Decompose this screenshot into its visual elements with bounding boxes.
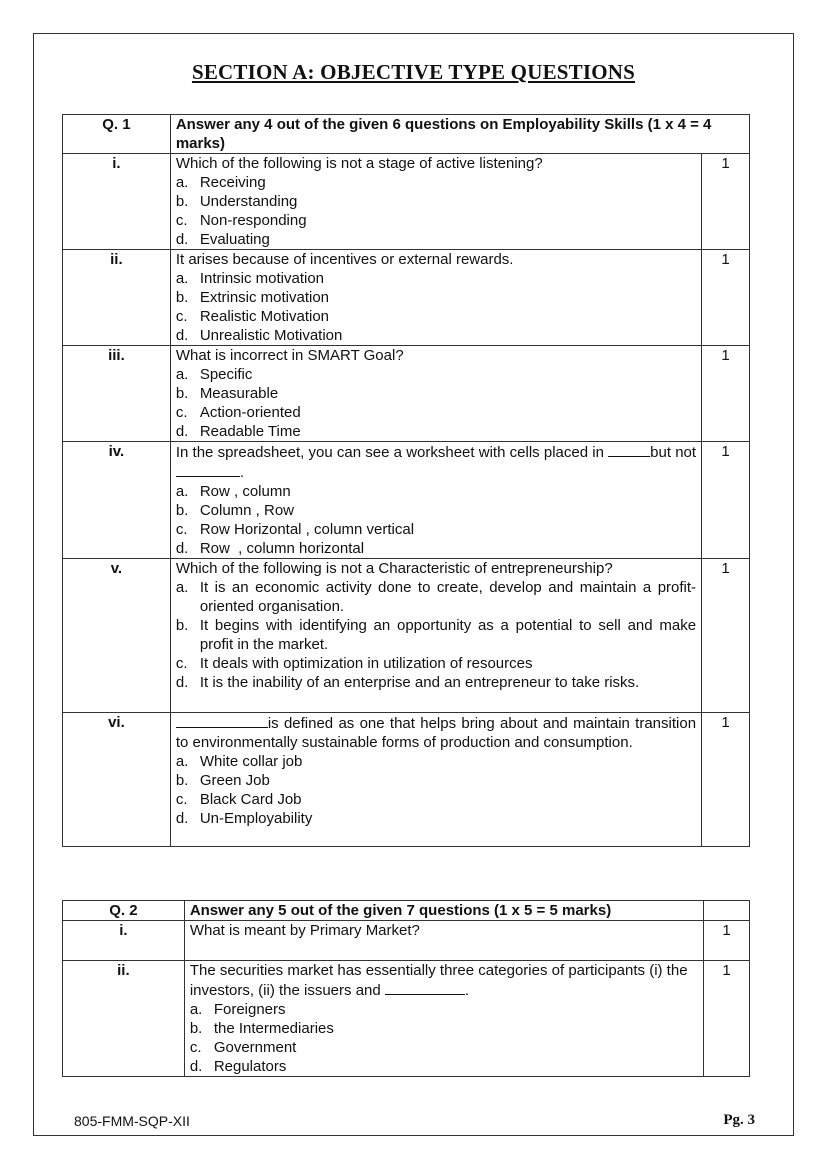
option: d. Readable Time [175,423,301,440]
question-text: Which of the following is not a stage of active listening? [175,155,543,172]
question-row [63,442,750,559]
option: b. the Intermediaries [189,1020,334,1037]
option: b. Green Job [175,772,270,789]
answer-blank [608,442,650,457]
q1-header: Answer any 4 out of the given 6 questions on Employability Skills (1 x 4 = 4 marks) [170,115,749,154]
question-row [63,921,750,961]
option: c. It deals with optimization in utilization of resources [175,655,533,672]
page-number: Pg. 3 [723,1112,755,1128]
option: b. Understanding [175,193,298,210]
question-number: ii. [63,250,171,346]
marks-cell: 1 [702,346,750,442]
question-number: iii. [63,346,171,442]
option: b. Measurable [175,385,279,402]
option: d. Regulators [189,1058,287,1075]
option: b. It begins with identifying an opportunity as a potential to sell and make profit in the market. [175,617,697,653]
answer-blank [176,462,240,477]
options-list [176,578,696,692]
option: c. Realistic Motivation [175,308,330,325]
marks-cell: 1 [702,713,750,847]
marks-cell: 1 [702,250,750,346]
option: c. Action-oriented [175,404,301,421]
question-row [63,250,750,346]
option: d. Un-Employability [175,810,313,827]
question-cell [170,250,701,346]
option: c. Government [189,1039,297,1056]
q2-number: Q. 2 [63,901,185,921]
option: a. Foreigners [189,1001,286,1018]
option: b. Column , Row [175,502,295,519]
q2-header: Answer any 5 out of the given 7 questions (1 x 5 = 5 marks) [184,901,703,921]
section-title: SECTION A: OBJECTIVE TYPE QUESTIONS [191,60,636,84]
question-row [63,346,750,442]
option: c. Black Card Job [175,791,302,808]
q2-header-marks [704,901,750,921]
question-row [63,961,750,1077]
q1-header-row [63,115,750,154]
options-list [176,269,696,345]
document-code: 805-FMM-SQP-XII [74,1113,190,1129]
question-row [63,713,750,847]
answer-blank [385,980,465,995]
question-number: i. [63,921,185,961]
marks-cell: 1 [702,559,750,713]
question-number: v. [63,559,171,713]
question-cell [170,346,701,442]
question-cell [170,559,701,713]
question-cell [184,961,703,1077]
option: d. Unrealistic Motivation [175,327,343,344]
question-cell [170,442,701,559]
option: d. Row , column horizontal [175,540,365,557]
options-list [190,1000,698,1076]
question-text: In the spreadsheet, you can see a worksheet with cells placed in but not . [175,444,697,481]
option: d. Evaluating [175,231,270,248]
question-cell [170,713,701,847]
question-text: It arises because of incentives or external rewards. [175,251,514,268]
q1-table [62,114,750,847]
question-row [63,154,750,250]
question-cell [170,154,701,250]
option: c. Non-responding [175,212,307,229]
options-list [176,173,696,249]
option: a. It is an economic activity done to create, develop and maintain a profit-oriented organisation. [175,579,697,615]
option: a. White collar job [175,753,303,770]
q1-number: Q. 1 [63,115,171,154]
marks-cell: 1 [704,921,750,961]
option: c. Row Horizontal , column vertical [175,521,415,538]
question-text: What is meant by Primary Market? [184,921,703,961]
option: b. Extrinsic motivation [175,289,330,306]
option: a. Specific [175,366,253,383]
question-text: What is incorrect in SMART Goal? [175,347,404,364]
question-number: ii. [63,961,185,1077]
question-text: The securities market has essentially three categories of participants (i) the investors, (ii) the issuers and . [189,962,688,999]
question-row [63,559,750,713]
option: a. Row , column [175,483,291,500]
question-text: is defined as one that helps bring about and maintain transition to environmentally sustainable forms of production and consumption. [175,715,697,751]
option: a. Intrinsic motivation [175,270,325,287]
marks-cell: 1 [702,442,750,559]
question-text: Which of the following is not a Characteristic of entrepreneurship? [175,560,613,577]
q2-header-row [63,901,750,921]
question-number: i. [63,154,171,250]
question-number: iv. [63,442,171,559]
q2-table [62,900,750,1077]
question-number: vi. [63,713,171,847]
options-list [176,752,696,828]
answer-blank [176,713,268,728]
option: d. It is the inability of an enterprise and an entrepreneur to take risks. [175,674,640,691]
option: a. Receiving [175,174,266,191]
options-list [176,365,696,441]
options-list [176,482,696,558]
marks-cell: 1 [704,961,750,1077]
marks-cell: 1 [702,154,750,250]
